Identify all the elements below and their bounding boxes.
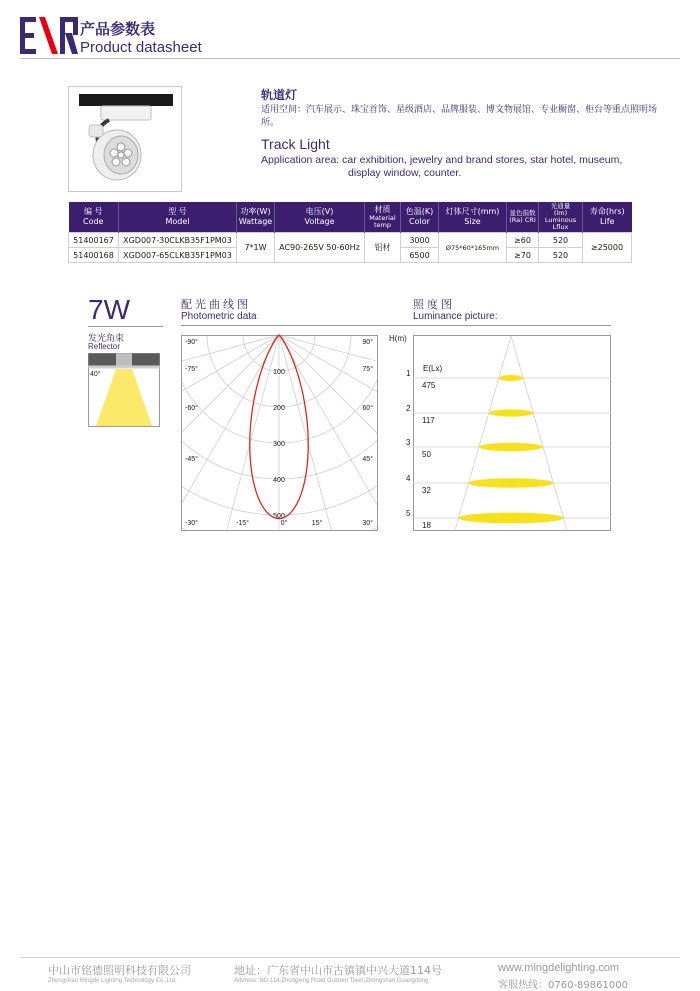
cell-code: 51400168 <box>69 248 119 263</box>
application-cn: 适用空间：汽车展示、珠宝首饰、星级酒店、品牌服装、博文物展馆、专业橱窗、柜台等重点照明场所。 <box>261 105 658 128</box>
illuminance-value: 117 <box>422 416 435 425</box>
radial-label: 500 <box>273 513 285 520</box>
footer-address-en: Address: NO.114,Zhongxing Road,Guzhen Town,Zhongshan,Guangdong <box>234 978 429 984</box>
cell-cri: ≥70 <box>507 248 539 263</box>
height-label: 3 <box>406 438 411 447</box>
height-axis-label: H(m) <box>389 334 407 343</box>
cell-color: 6500 <box>401 248 439 263</box>
table-row <box>69 233 632 248</box>
angle-label: 15° <box>311 520 323 527</box>
illuminance-value: 32 <box>422 486 431 495</box>
cell-life: ≥25000 <box>583 233 632 263</box>
cell-flux: 520 <box>539 248 583 263</box>
light-spot <box>469 478 554 488</box>
header-title-cn: 产品参数表 <box>80 20 156 38</box>
illuminance-value: 18 <box>422 521 431 530</box>
footer-hotline: 客服热线：0760-89861000 <box>498 980 628 991</box>
product-image <box>68 86 182 192</box>
light-spot <box>458 513 563 524</box>
radial-label: 100 <box>273 369 285 376</box>
cell-flux: 520 <box>539 233 583 248</box>
angle-label: -60° <box>185 405 198 412</box>
footer-address-cn: 地址：广东省中山市古镇镇中兴大道114号 <box>234 964 442 977</box>
illuminance-value: 50 <box>422 450 431 459</box>
illuminance-value: 475 <box>422 381 436 390</box>
radial-label: 300 <box>273 441 285 448</box>
reflector-label-cn: 发光角束 <box>88 334 125 344</box>
power-heading: 7W <box>88 294 130 325</box>
table-header-row <box>69 202 632 233</box>
footer-divider <box>20 957 680 958</box>
cell-voltage: AC90-265V 50-60Hz <box>275 233 365 263</box>
header-divider <box>20 58 680 59</box>
photometric-title-en: Photometric data <box>181 311 257 322</box>
angle-label: -15° <box>236 520 249 527</box>
light-spot <box>489 409 533 416</box>
angle-label: -30° <box>185 520 198 527</box>
footer-company-en: Zhongshan Mingde Lighting Technology Co.,Ltd. <box>48 978 177 984</box>
reflector-label-en: Reflector <box>88 342 121 351</box>
section-divider-right <box>181 325 611 326</box>
header-voltage: 电压(V) Voltage <box>275 202 365 233</box>
header-model: 型 号 Model <box>119 202 237 233</box>
application-en <box>261 154 661 180</box>
photometric-title-cn: 配光曲线图 <box>181 298 251 311</box>
application-en-line2: display window, counter. <box>348 167 462 179</box>
header-color: 色温(K) Color <box>401 202 439 233</box>
cell-material: 铝材 <box>365 233 401 263</box>
company-logo <box>20 17 78 54</box>
header-code: 编 号 Code <box>69 202 119 233</box>
height-label: 2 <box>406 404 411 413</box>
photometric-chart <box>181 335 378 531</box>
footer-company-cn: 中山市铭德照明科技有限公司 <box>48 964 191 977</box>
beam-angle-label: 40° <box>90 371 101 378</box>
radial-label: 200 <box>273 405 285 412</box>
angle-label: -75° <box>185 366 198 373</box>
height-label: 5 <box>406 509 411 518</box>
angle-label: 0° <box>280 520 288 527</box>
radial-label: 400 <box>273 477 285 484</box>
section-divider-left <box>88 326 163 327</box>
cell-model: XGD007-65CLKB35F1PM03 <box>119 248 237 263</box>
spec-table <box>68 202 632 263</box>
cell-wattage: 7*1W <box>237 233 275 263</box>
header-title-en: Product datasheet <box>80 39 202 56</box>
height-label: 4 <box>406 474 411 483</box>
light-spot <box>499 375 523 381</box>
cell-model: XGD007-30CLKB35F1PM03 <box>119 233 237 248</box>
header-life: 寿命(hrs) Life <box>583 202 632 233</box>
product-name-cn: 轨道灯 <box>261 88 298 102</box>
angle-label: 30° <box>362 520 373 527</box>
track-light-icon <box>69 87 181 191</box>
product-name-en: Track Light <box>261 136 330 152</box>
cell-size: Ø75*60*165mm <box>439 233 507 263</box>
header-material: 材质 Material temp <box>365 202 401 233</box>
angle-label: 60° <box>362 405 373 412</box>
angle-label: 90° <box>362 339 373 346</box>
cell-color: 3000 <box>401 233 439 248</box>
angle-label: -90° <box>185 339 198 346</box>
luminance-title-cn: 照度图 <box>413 298 455 311</box>
angle-label: -45° <box>185 456 198 463</box>
angle-label: 45° <box>362 456 373 463</box>
cell-cri: ≥60 <box>507 233 539 248</box>
angle-label: 75° <box>362 366 373 373</box>
height-label: 1 <box>406 369 411 378</box>
header-cri: 显色指数 (Ra) CRI <box>507 202 539 233</box>
header-wattage: 功率(W) Wattage <box>237 202 275 233</box>
footer-website[interactable]: www.mingdelighting.com <box>498 962 620 974</box>
luminance-chart <box>406 335 611 531</box>
illuminance-header: E(Lx) <box>423 364 443 373</box>
light-spot <box>479 443 543 451</box>
header-size: 灯体尺寸(mm) Size <box>439 202 507 233</box>
header-flux: 光通量 (lm) Luminous Lflux <box>539 202 583 233</box>
reflector-diagram <box>88 353 160 427</box>
luminance-title-en: Luminance picture: <box>413 311 498 322</box>
cell-code: 51400167 <box>69 233 119 248</box>
application-en-line1: Application area: car exhibition, jewelry and brand stores, star hotel, museum, <box>261 154 623 166</box>
